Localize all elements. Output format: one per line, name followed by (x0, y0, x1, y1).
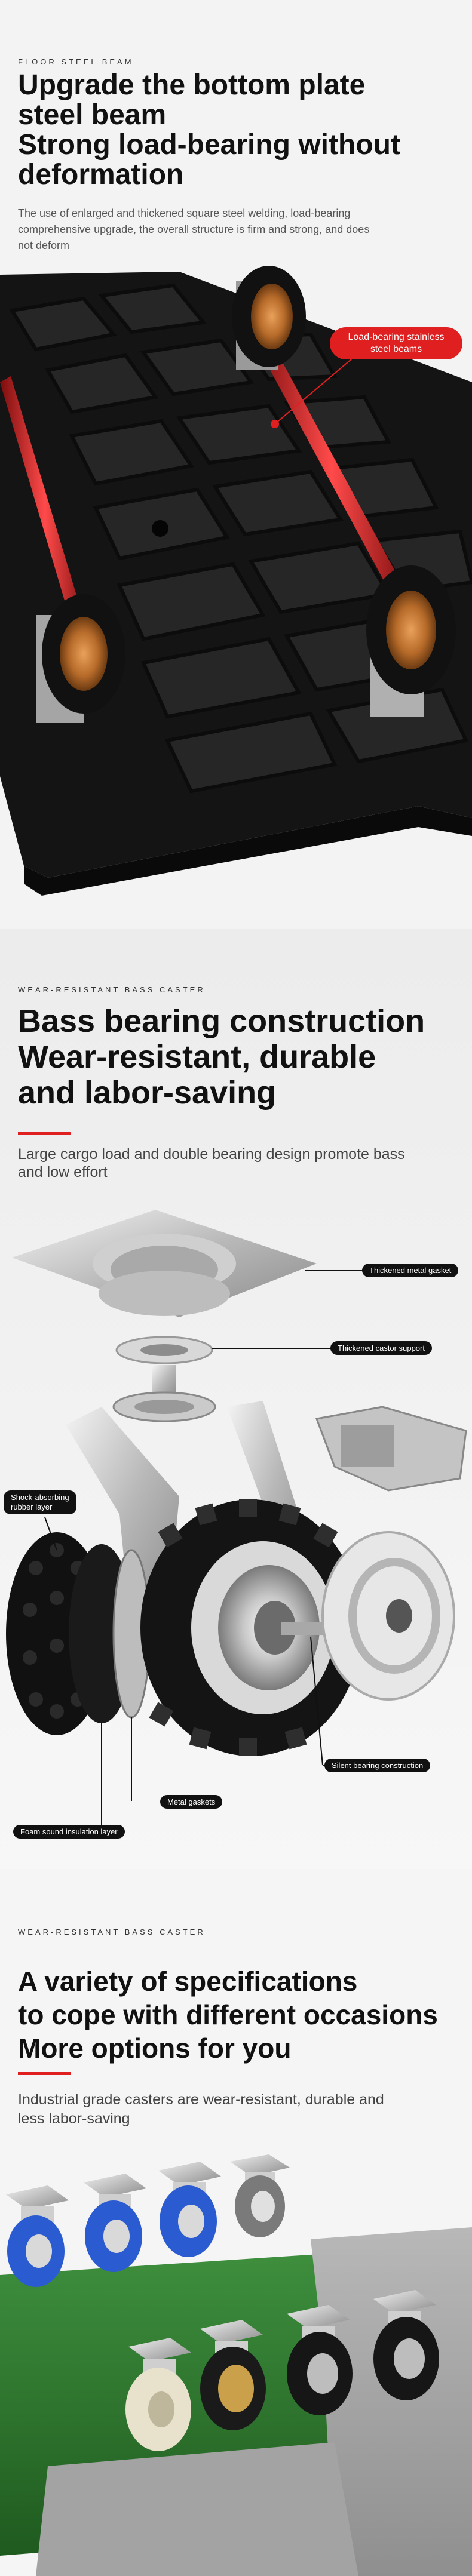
heading-line: Bass bearing construction (18, 1003, 425, 1039)
callout-shock-absorbing (4, 1490, 76, 1514)
blue-caster (158, 2162, 221, 2257)
callout-line: Load-bearing stainless (348, 332, 445, 342)
section-specifications (0, 1869, 472, 2576)
section-tag: FLOOR STEEL BEAM (18, 57, 134, 66)
heading-line: Wear-resistant, durable (18, 1039, 376, 1075)
section-bass-bearing (0, 929, 472, 1869)
pallet-illustration (0, 0, 472, 929)
callout-line: steel beams (370, 344, 422, 354)
grey-caster (230, 2154, 290, 2237)
heading-line: to cope with different occasions (18, 1999, 438, 2030)
callout-thickened-castor-support: Thickened castor support (330, 1341, 432, 1355)
caster-lineup-scene (0, 1869, 472, 2576)
heading-line: and labor-saving (18, 1075, 277, 1111)
paragraph-line: comprehensive upgrade, the overall structure is firm and strong, and does (18, 223, 370, 235)
callout-line: rubber layer (11, 1502, 53, 1511)
caster-exploded-view (0, 929, 472, 1869)
section-tag: WEAR-RESISTANT BASS CASTER (18, 985, 206, 994)
section-tag: WEAR-RESISTANT BASS CASTER (18, 1928, 206, 1936)
heading-line: More options for you (18, 2033, 292, 2064)
callout-foam-layer: Foam sound insulation layer (13, 1825, 125, 1839)
beam-callout (330, 327, 462, 359)
paragraph-line: The use of enlarged and thickened square steel welding, load-bearing (18, 207, 351, 219)
callout-thickened-metal-gasket: Thickened metal gasket (362, 1264, 458, 1277)
section-floor-steel-beam (0, 0, 472, 929)
callout-silent-bearing: Silent bearing construction (324, 1759, 430, 1772)
paragraph-line: Industrial grade casters are wear-resistant, durable and (18, 2091, 384, 2108)
heading-line: steel beam (18, 99, 167, 131)
paragraph-line: Large cargo load and double bearing design promote bass (18, 1146, 405, 1163)
paragraph-line: and low effort (18, 1164, 108, 1181)
heading-line: A variety of specifications (18, 1966, 358, 1997)
paragraph-line: not deform (18, 239, 70, 251)
paragraph-line: less labor-saving (18, 2110, 130, 2127)
heading-line: Upgrade the bottom plate (18, 69, 366, 101)
blue-caster (6, 2185, 69, 2287)
callout-metal-gaskets: Metal gaskets (160, 1795, 222, 1809)
callout-line: Shock-absorbing (11, 1493, 69, 1502)
blue-caster (84, 2174, 146, 2272)
heading-line: deformation (18, 159, 184, 190)
heading-line: Strong load-bearing without (18, 129, 400, 161)
